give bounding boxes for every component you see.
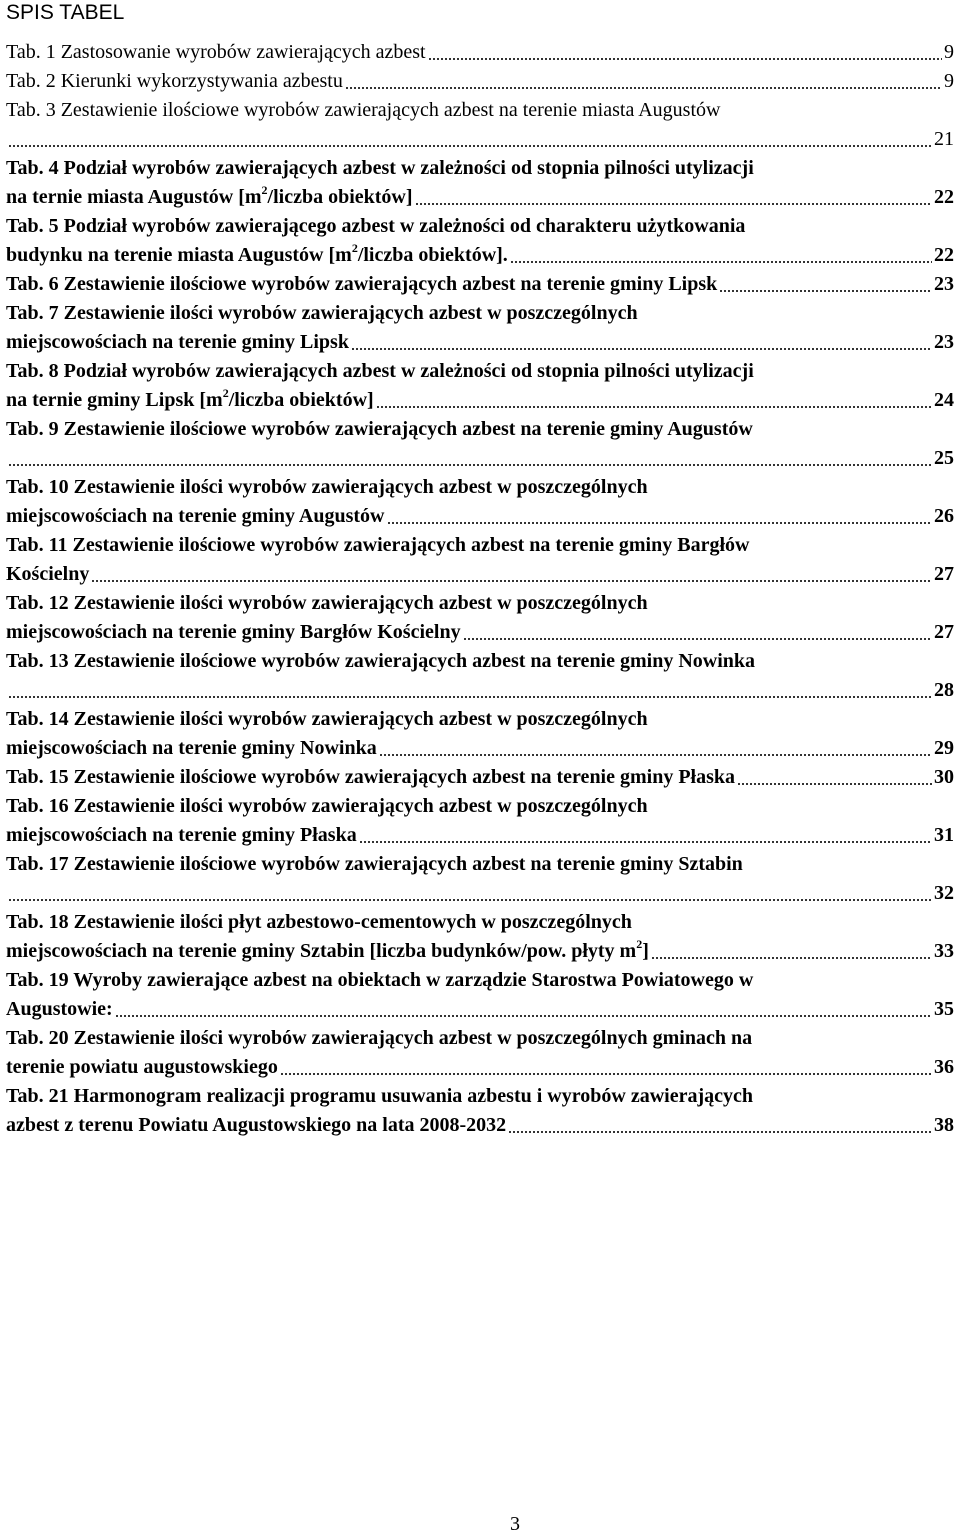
- dot-leader: [428, 58, 942, 60]
- toc-entry-tab-10-line1[interactable]: [6, 473, 954, 501]
- superscript: 2: [636, 937, 643, 951]
- page-number: 3: [510, 1513, 520, 1535]
- toc-page-number: 22: [934, 186, 954, 208]
- toc-entry-tab-17-line2[interactable]: [6, 879, 954, 907]
- toc-entry-title-cont: miejscowościach na terenie gminy Płaska: [6, 824, 357, 846]
- toc-entry-tab-3-line1[interactable]: [6, 96, 954, 124]
- toc-page-number: 27: [934, 563, 954, 585]
- toc-entry-tab-9-line1[interactable]: [6, 415, 954, 443]
- dot-leader: [280, 1073, 932, 1075]
- dot-leader: [351, 348, 932, 350]
- toc-page-number: 29: [934, 737, 954, 759]
- toc-text: budynku na terenie miasta Augustów [m: [6, 244, 352, 266]
- dot-leader: [8, 145, 932, 147]
- toc-entry-tab-18-line1[interactable]: [6, 908, 954, 936]
- toc-entry-title: Tab. 15 Zestawienie ilościowe wyrobów zawierających azbest na terenie gminy Płaska: [6, 766, 736, 788]
- toc-entry-title-cont: [6, 183, 413, 211]
- toc-entry-title: Tab. 19 Wyroby zawierające azbest na obiektach w zarządzie Starostwa Powiatowego w: [6, 969, 754, 991]
- toc-page-number: 28: [934, 679, 954, 701]
- toc-entry-tab-16-line1[interactable]: [6, 792, 954, 820]
- toc-entry-tab-12-line1[interactable]: [6, 589, 954, 617]
- toc-entry-title: Tab. 2 Kierunki wykorzystywania azbestu: [6, 70, 343, 92]
- toc-page-number: 36: [934, 1056, 954, 1078]
- superscript: 2: [261, 183, 268, 197]
- toc-entry-title-cont: Kościelny: [6, 563, 90, 585]
- toc-entry-title: Tab. 11 Zestawienie ilościowe wyrobów zawierających azbest na terenie gminy Bargłów: [6, 534, 750, 556]
- toc-page-number: 23: [934, 273, 954, 295]
- list-of-tables-heading: SPIS TABEL: [6, 1, 125, 24]
- toc-entry-tab-7-line1[interactable]: [6, 299, 954, 327]
- toc-page-number: 27: [934, 621, 954, 643]
- toc-entry-title-cont: miejscowościach na terenie gminy Nowinka: [6, 737, 377, 759]
- toc-page-number: 23: [934, 331, 954, 353]
- dot-leader: [508, 1131, 932, 1133]
- toc-page-number: 9: [944, 41, 954, 63]
- toc-entry-title: Tab. 5 Podział wyrobów zawierającego azbest w zależności od charakteru użytkowania: [6, 215, 746, 237]
- toc-entry-title: Tab. 4 Podział wyrobów zawierających azbest w zależności od stopnia pilności utylizacji: [6, 157, 754, 179]
- toc-text: na ternie miasta Augustów [m: [6, 186, 262, 208]
- toc-entry-tab-19-line2[interactable]: [6, 995, 954, 1023]
- dot-leader: [376, 406, 932, 408]
- dot-leader: [737, 783, 932, 785]
- dot-leader: [719, 290, 932, 292]
- toc-entry-tab-5-line2[interactable]: [6, 241, 954, 269]
- toc-page-number: 9: [944, 70, 954, 92]
- toc-entry-title: Tab. 16 Zestawienie ilości wyrobów zawierających azbest w poszczególnych: [6, 795, 648, 817]
- toc-entry-tab-6[interactable]: [6, 270, 954, 298]
- toc-entry-title: Tab. 8 Podział wyrobów zawierających azbest w zależności od stopnia pilności utylizacji: [6, 360, 754, 382]
- dot-leader: [8, 696, 932, 698]
- toc-page-number: 22: [934, 244, 954, 266]
- toc-page-number: 25: [934, 447, 954, 469]
- toc-entry-title: Tab. 18 Zestawienie ilości płyt azbestowo-cementowych w poszczególnych: [6, 911, 632, 933]
- toc-text: /liczba obiektów].: [357, 244, 508, 266]
- toc-entry-title-cont: [6, 937, 649, 965]
- toc-entry-tab-5-line1[interactable]: [6, 212, 954, 240]
- dot-leader: [91, 580, 932, 582]
- toc-text: na ternie gminy Lipsk [m: [6, 389, 223, 411]
- toc-entry-tab-12-line2[interactable]: [6, 618, 954, 646]
- toc-entry-tab-21-line2[interactable]: [6, 1111, 954, 1139]
- toc-entry-title: Tab. 14 Zestawienie ilości wyrobów zawierających azbest w poszczególnych: [6, 708, 648, 730]
- toc-entry-tab-17-line1[interactable]: [6, 850, 954, 878]
- toc-entry-tab-7-line2[interactable]: [6, 328, 954, 356]
- toc-entry-title: Tab. 6 Zestawienie ilościowe wyrobów zawierających azbest na terenie gminy Lipsk: [6, 273, 718, 295]
- toc-page-number: 33: [934, 940, 954, 962]
- dot-leader: [345, 87, 942, 89]
- toc-entry-tab-3-line2[interactable]: [6, 125, 954, 153]
- toc-page-number: 35: [934, 998, 954, 1020]
- toc-page-number: 26: [934, 505, 954, 527]
- toc-entry-tab-8-line2[interactable]: [6, 386, 954, 414]
- dot-leader: [359, 841, 932, 843]
- toc-entry-tab-4-line1[interactable]: [6, 154, 954, 182]
- dot-leader: [651, 957, 932, 959]
- toc-entry-title: Tab. 7 Zestawienie ilości wyrobów zawierających azbest w poszczególnych: [6, 302, 638, 324]
- toc-entry-tab-2[interactable]: [6, 67, 954, 95]
- dot-leader: [387, 522, 933, 524]
- dot-leader: [415, 203, 932, 205]
- toc-entry-title: Tab. 21 Harmonogram realizacji programu usuwania azbestu i wyrobów zawierających: [6, 1085, 754, 1107]
- toc-text: miejscowościach na terenie gminy Sztabin [liczba budynków/pow. płyty m: [6, 940, 637, 962]
- toc-entry-tab-15[interactable]: [6, 763, 954, 791]
- toc-page-number: 38: [934, 1114, 954, 1136]
- toc-entry-tab-1[interactable]: [6, 38, 954, 66]
- toc-entry-title-cont: [6, 241, 508, 269]
- toc-entry-tab-14-line2[interactable]: [6, 734, 954, 762]
- toc-entry-title: Tab. 17 Zestawienie ilościowe wyrobów zawierających azbest na terenie gminy Sztabin: [6, 853, 743, 875]
- toc-entry-title-cont: miejscowościach na terenie gminy Lipsk: [6, 331, 349, 353]
- toc-entry-title-cont: miejscowościach na terenie gminy Bargłów Kościelny: [6, 621, 461, 643]
- toc-entry-title: Tab. 3 Zestawienie ilościowe wyrobów zawierających azbest na terenie miasta Augustów: [6, 99, 721, 121]
- toc-entry-tab-11-line2[interactable]: [6, 560, 954, 588]
- page-footer: [0, 1511, 960, 1537]
- toc-entry-title-cont: [6, 386, 374, 414]
- toc-entry-tab-14-line1[interactable]: [6, 705, 954, 733]
- superscript: 2: [222, 386, 229, 400]
- toc-entry-tab-21-line1[interactable]: [6, 1082, 954, 1110]
- toc-entry-tab-20-line1[interactable]: [6, 1024, 954, 1052]
- toc-text: /liczba obiektów]: [267, 186, 413, 208]
- toc-entry-tab-19-line1[interactable]: [6, 966, 954, 994]
- toc-entry-tab-20-line2[interactable]: [6, 1053, 954, 1081]
- toc-entry-title: Tab. 12 Zestawienie ilości wyrobów zawierających azbest w poszczególnych: [6, 592, 648, 614]
- toc-page-number: 21: [934, 128, 954, 150]
- toc-entry-title-cont: terenie powiatu augustowskiego: [6, 1056, 278, 1078]
- toc-entry-title-cont: miejscowościach na terenie gminy Augustów: [6, 505, 385, 527]
- dot-leader: [379, 754, 932, 756]
- toc-entry-tab-8-line1[interactable]: [6, 357, 954, 385]
- toc-entry-title: Tab. 1 Zastosowanie wyrobów zawierających azbest: [6, 41, 426, 63]
- toc-entry-tab-13-line1[interactable]: [6, 647, 954, 675]
- toc-entry-tab-9-line2[interactable]: [6, 444, 954, 472]
- toc-page-number: 30: [934, 766, 954, 788]
- toc-page-number: 31: [934, 824, 954, 846]
- toc-page-number: 32: [934, 882, 954, 904]
- toc-text: /liczba obiektów]: [228, 389, 374, 411]
- dot-leader: [8, 899, 932, 901]
- toc-entry-title: Tab. 9 Zestawienie ilościowe wyrobów zawierających azbest na terenie gminy Augustów: [6, 418, 753, 440]
- dot-leader: [8, 464, 932, 466]
- toc-page-number: 24: [934, 389, 954, 411]
- toc-entry-tab-10-line2[interactable]: [6, 502, 954, 530]
- superscript: 2: [351, 241, 358, 255]
- toc-entry-title: Tab. 20 Zestawienie ilości wyrobów zawierających azbest w poszczególnych gminach na: [6, 1027, 753, 1049]
- toc-entry-title-cont: Augustowie:: [6, 998, 113, 1020]
- toc-entry-tab-11-line1[interactable]: [6, 531, 954, 559]
- toc-entry-tab-4-line2[interactable]: [6, 183, 954, 211]
- toc-entry-title: Tab. 13 Zestawienie ilościowe wyrobów zawierających azbest na terenie gminy Nowinka: [6, 650, 756, 672]
- dot-leader: [115, 1015, 932, 1017]
- toc-entry-title-cont: azbest z terenu Powiatu Augustowskiego na lata 2008-2032: [6, 1114, 507, 1136]
- dot-leader: [510, 261, 932, 263]
- toc-entry-tab-16-line2[interactable]: [6, 821, 954, 849]
- toc-entry-tab-13-line2[interactable]: [6, 676, 954, 704]
- toc-entry-tab-18-line2[interactable]: [6, 937, 954, 965]
- toc-text: ]: [642, 940, 649, 962]
- toc-entry-title: Tab. 10 Zestawienie ilości wyrobów zawierających azbest w poszczególnych: [6, 476, 648, 498]
- dot-leader: [463, 638, 932, 640]
